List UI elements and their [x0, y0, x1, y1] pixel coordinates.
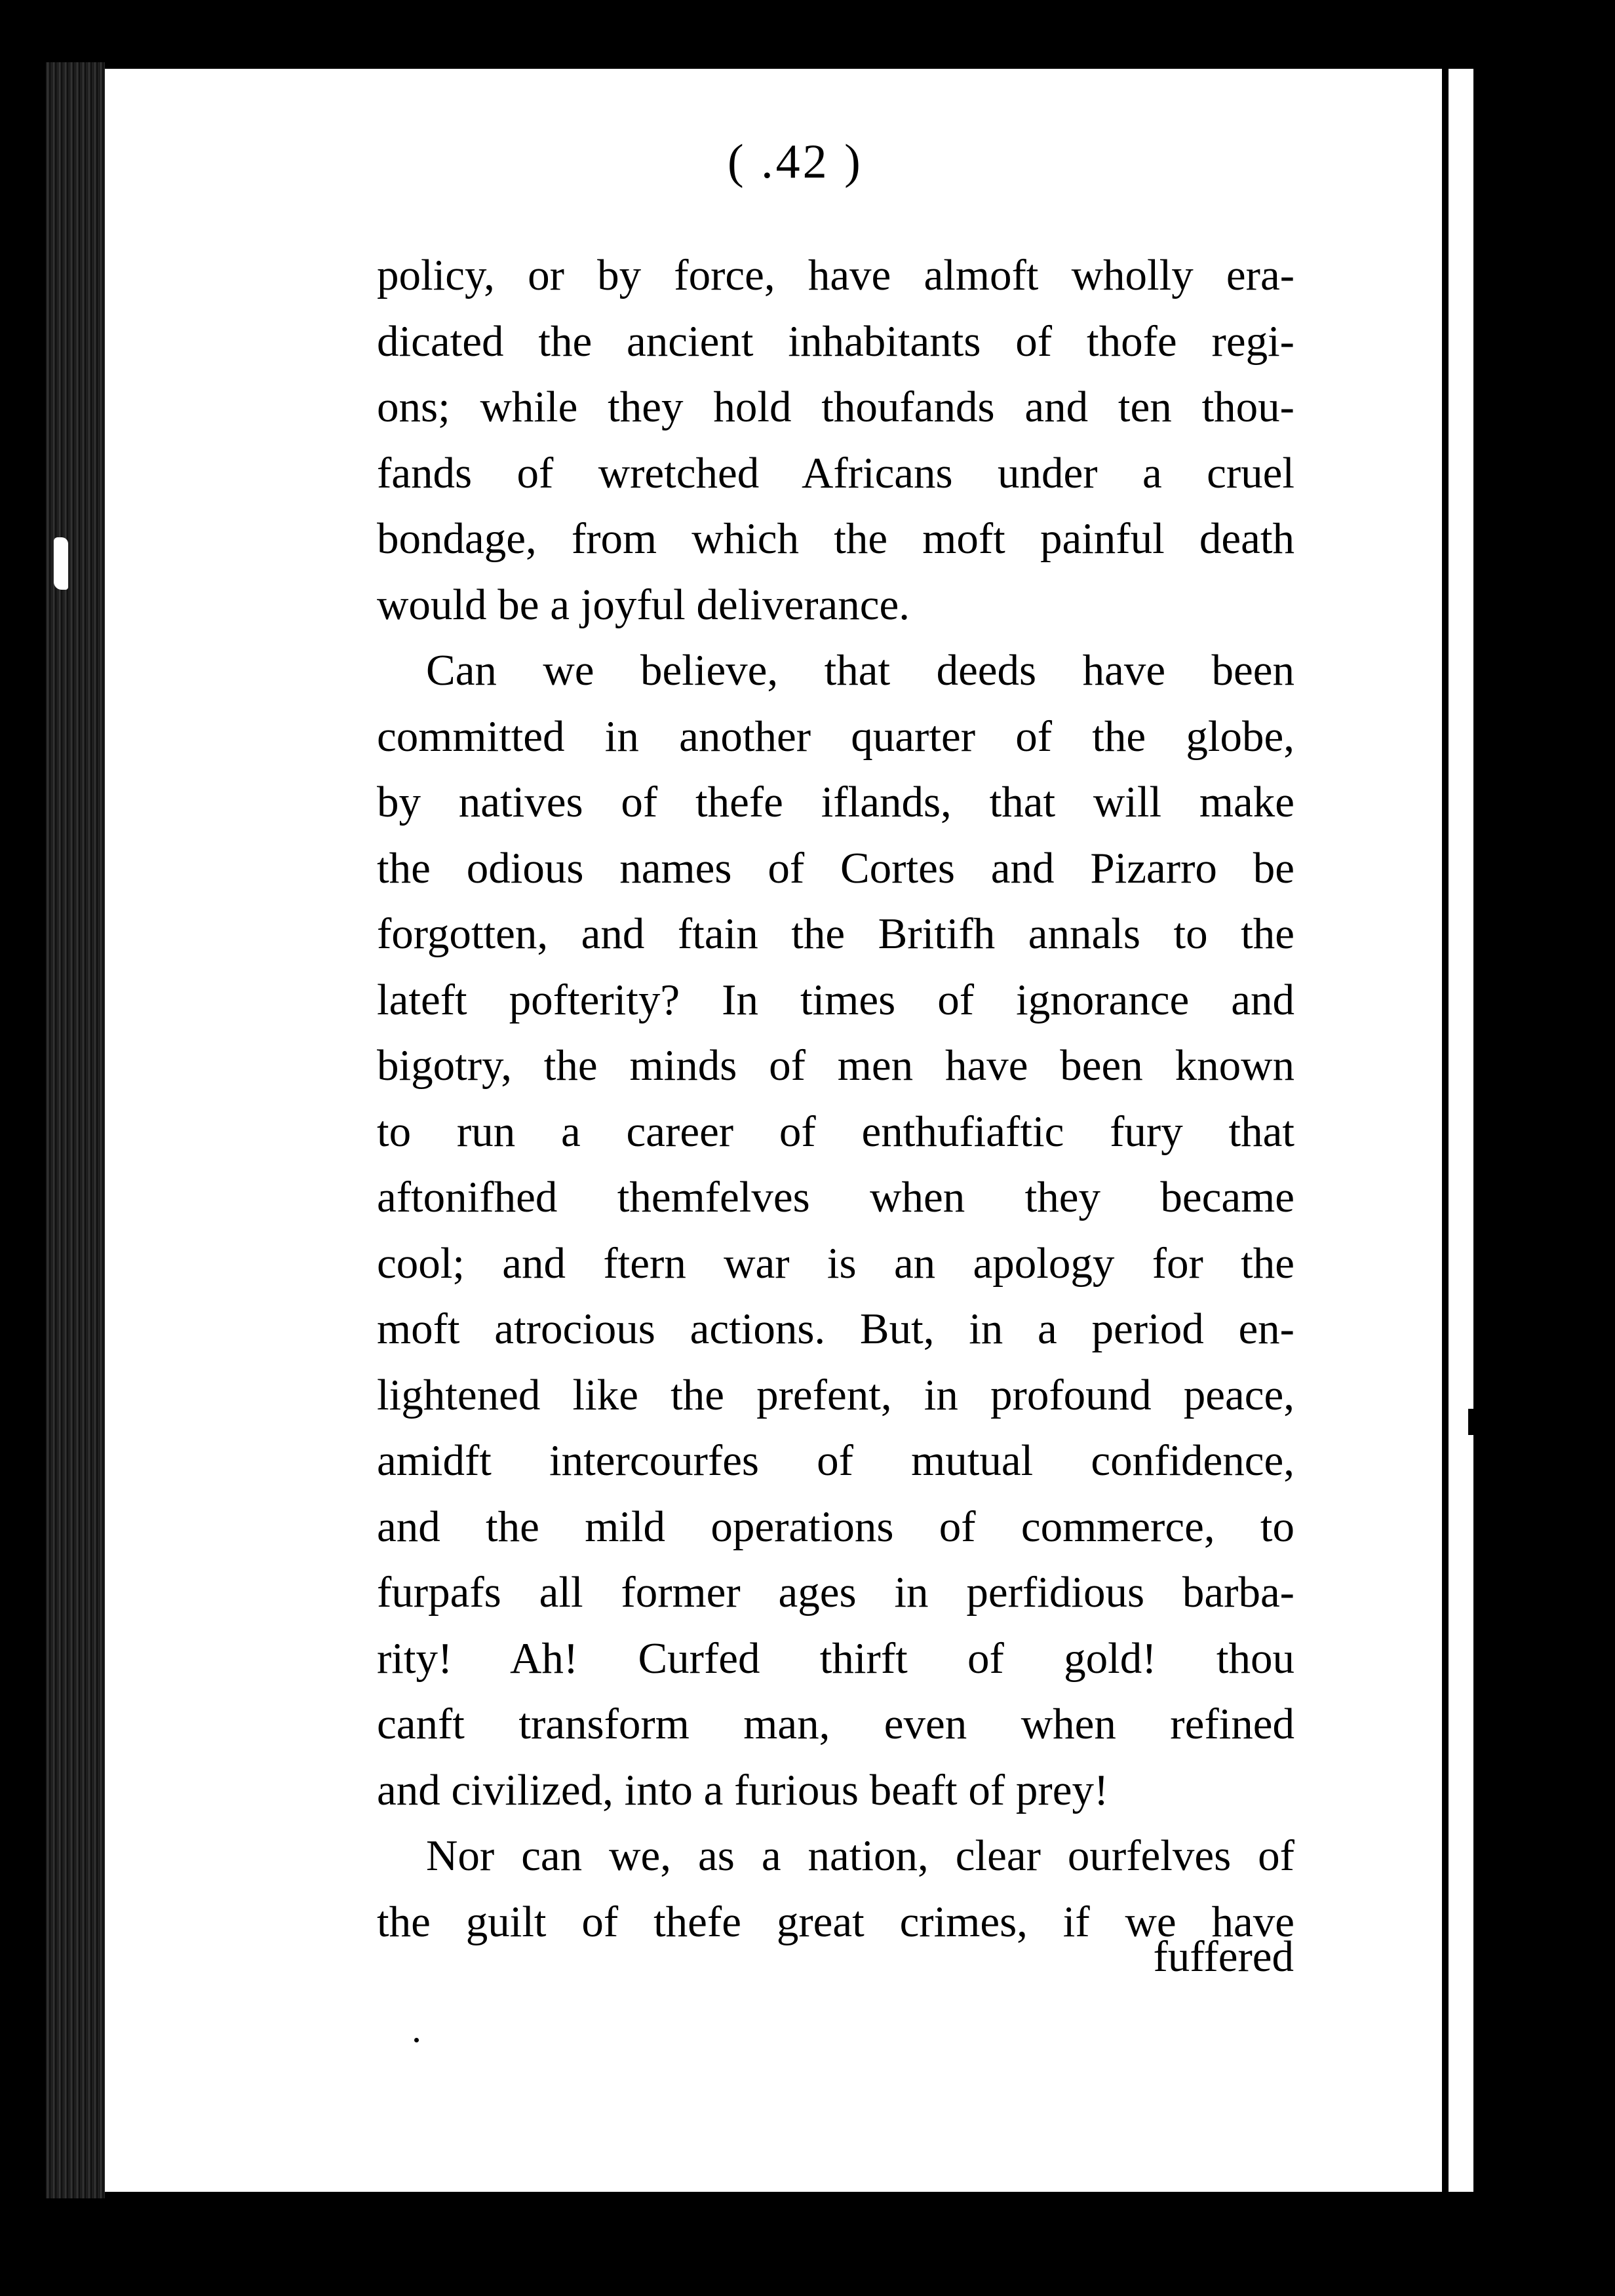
text-line: the guilt of thefe great crimes, if we have	[377, 1897, 1294, 1946]
text-line: policy, or by force, have almoft wholly era-	[377, 251, 1294, 299]
text-line: Can we believe, that deeds have been	[426, 646, 1294, 695]
text-line: furpafs all former ages in perfidious barba-	[377, 1568, 1294, 1617]
text-line: canft transform man, even when refined	[377, 1700, 1294, 1748]
text-line: lightened like the prefent, in profound peace,	[377, 1370, 1294, 1419]
text-line: forgotten, and ftain the Britifh annals to the	[377, 909, 1294, 958]
page-number: ( .42 )	[728, 135, 863, 189]
text-line: and civilized, into a furious beaft of prey!	[377, 1765, 1109, 1814]
text-line: to run a career of enthufiaftic fury that	[377, 1107, 1294, 1156]
text-line: cool; and ftern war is an apology for the	[377, 1238, 1294, 1288]
text-line: rity! Ah! Curfed thirft of gold! thou	[377, 1634, 1294, 1683]
text-line: amidft intercourfes of mutual confidence,	[377, 1436, 1294, 1485]
text-line: committed in another quarter of the globe,	[377, 712, 1294, 761]
text-line: dicated the ancient inhabitants of thofe regi-	[377, 316, 1294, 366]
text-line: Nor can we, as a nation, clear ourfelves of	[426, 1831, 1294, 1880]
text-line: by natives of thefe iflands, that will make	[377, 778, 1294, 826]
edge-mark	[1468, 1409, 1475, 1435]
body-text	[377, 242, 1294, 1955]
text-line: bondage, from which the moft painful death	[377, 514, 1294, 563]
text-line: aftonifhed themfelves when they became	[377, 1173, 1294, 1221]
page-edge	[1449, 69, 1473, 2192]
paragraph	[377, 242, 1294, 638]
paragraph	[377, 638, 1294, 1823]
text-line: would be a joyful deliverance.	[377, 580, 910, 629]
text-line: bigotry, the minds of men have been known	[377, 1041, 1294, 1090]
text-line: and the mild operations of commerce, to	[377, 1502, 1294, 1551]
text-line: the odious names of Cortes and Pizarro be	[377, 843, 1294, 892]
text-line: ons; while they hold thoufands and ten thou-	[377, 383, 1294, 431]
book-binding	[46, 62, 105, 2198]
binding-mark	[54, 537, 68, 590]
text-line: fands of wretched Africans under a cruel	[377, 448, 1294, 497]
ink-speck	[414, 2038, 419, 2042]
catchword: fuffered	[1153, 1932, 1294, 1981]
text-line: lateft pofterity? In times of ignorance and	[377, 975, 1294, 1024]
text-line: moft atrocious actions. But, in a period en-	[377, 1305, 1294, 1353]
